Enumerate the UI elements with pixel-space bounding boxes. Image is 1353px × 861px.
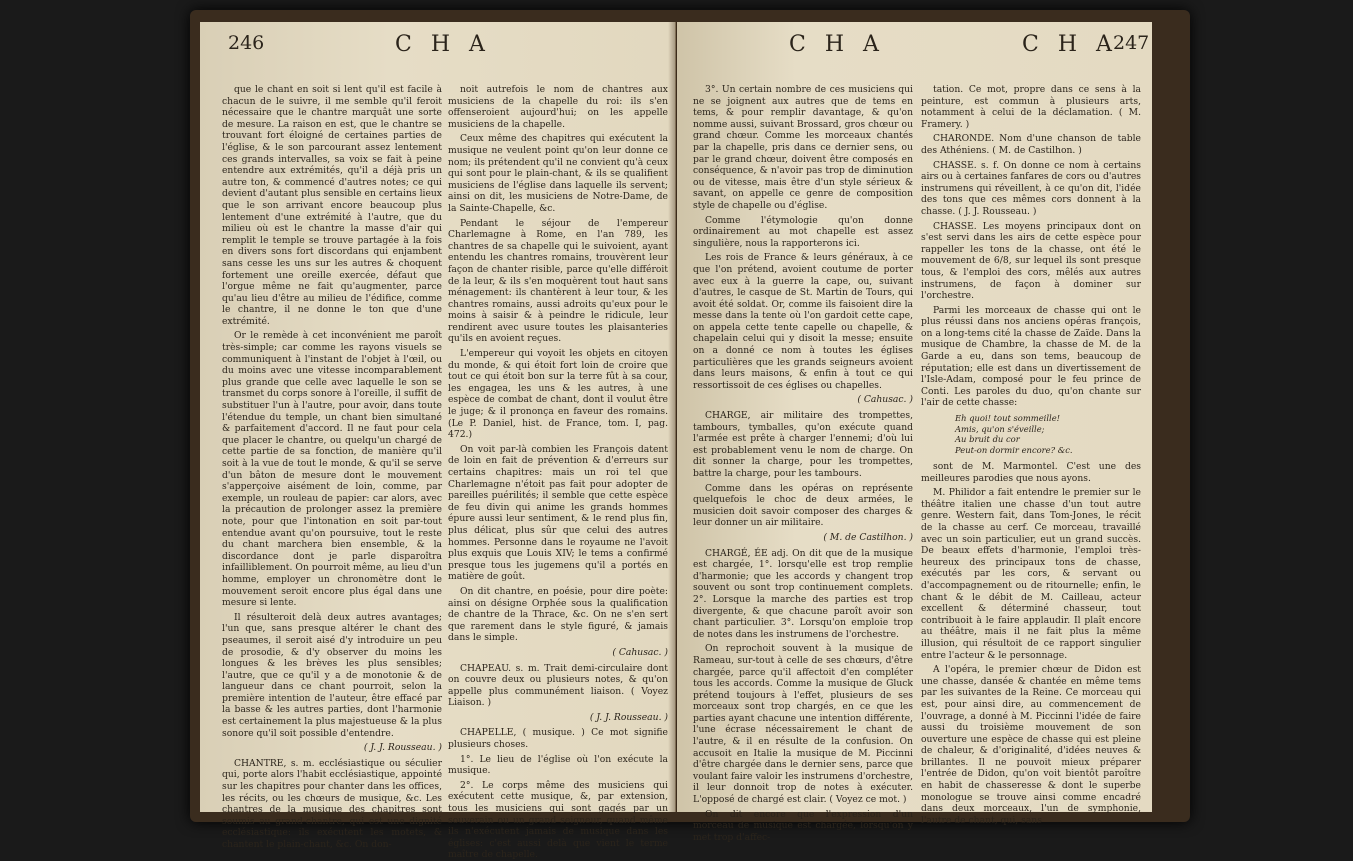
paragraph: que le chant en soit si lent qu'il est facile à chacun de le suivre, il me semble qu'il feroit nécessaire que le chantre marquât une sorte de mesure. La raison en est, que le chantre se trouvant fort éloigné de certaines parties de l'église, & le son parcourant assez lentement ces grands intervalles, sa voix se fait à peine entendre aux extrémités, qu'il a déjà pris un autre ton, & commencé d'autres notes; ce qui devient d'autant plus sensible en certains lieux que le son arrivant encore beaucoup plus lentement d'une extrémité à l'autre, que du milieu où est le chantre la masse d'air qui remplit le temple se trouve partagée à la fois en divers sons fort discordans qui enjambent sans cesse les uns sur les autres & choquent fortement une oreille exercée, défaut que l'orgue même ne fait qu'augmenter, parce qu'au lieu d'être au milieu de l'édifice, comme le chantre, il ne donne le ton que d'une extrémité.: [222, 84, 442, 327]
paragraph: sont de M. Marmontel. C'est une des meilleures parodies que nous ayons.: [921, 461, 1141, 484]
paragraph: 1°. Le lieu de l'église où l'on exécute la musique.: [448, 753, 668, 777]
paragraph: CHASSE. Les moyens principaux dont on s'est servi dans les airs de cette espèce pour rappeller les tons de la chasse, ont été le mouvement de 6/8, sur lequel ils sont presque tous, & l'emploi des cors, mêlés aux autres instrumens, de façon à dominer sur l'orchestre.: [921, 220, 1141, 302]
right-page: [677, 22, 1152, 843]
paragraph: Parmi les morceaux de chasse qui ont le plus réussi dans nos anciens opéras françois, on a long-tems cité la chasse de Zaïde. Dans la musique de Chambre, la chasse de M. de la Garde a eu, dans son tems, beaucoup de réputation; elle est dans un divertissement de l'Isle-Adam, composé pour le feu prince de Conti. Les paroles du duo, qu'on chante sur l'air de cette chasse:: [921, 304, 1141, 409]
paragraph: Comme dans les opéras on représente quelquefois le choc de deux armées, le musicien doit savoir composer des charges & leur donner un air militaire.: [693, 482, 913, 529]
paragraph: tation. Ce mot, propre dans ce sens à la peinture, est commun à plusieurs arts, notamment à celui de la déclamation. ( M. Framery. ): [921, 84, 1141, 130]
paragraph: Les rois de France & leurs généraux, à ce que l'on prétend, avoient coutume de porter avec eux à la guerre la cape, ou, suivant d'autres, le casque de St. Martin de Tours, qui avoit été soldat. Or, comme ils faisoient dire la messe dans la tente où l'on gardoit cette cape, on appela cette tente capelle ou chapelle, & chapelain celui qui y disoit la messe; ensuite on a donné ce nom à toutes les églises particulières que les grands seigneurs avoient dans leurs maisons, & enfin à tout ce qui ressortissoit de ces églises ou chapelles.: [693, 252, 913, 391]
entry-chapelle: CHAPELLE, ( musique. ) Ce mot signifie plusieurs choses.: [448, 727, 668, 751]
running-head: C H A: [395, 32, 491, 57]
paragraph: Il résulteroit delà deux autres avantages; l'un que, sans presque altérer le chant des pseaumes, il seroit aisé d'y introduire un peu de prosodie, & d'y observer du moins les longues & les brèves les plus sensibles; l'autre, que ce qu'il y a de monotonie & de langueur dans ce chant pourroit, selon la première intention de l'auteur, être effacé par la basse & les autres parties, dont l'harmonie est certainement la plus majestueuse & la plus sonore qu'il soit possible d'entendre.: [222, 611, 442, 739]
right-column-1: [693, 84, 913, 843]
poem-line: Peut-on dormir encore? &c.: [955, 444, 1073, 455]
paragraph: On reprochoit souvent à la musique de Rameau, sur-tout à celle de ses chœurs, d'être chargée, parce qu'il affectoit d'en compléter tous les accords. Comme la musique de Gluck prétend toujours à l'effet, plusieurs de ses morceaux sont trop chargés, en ce que les parties ayant chacune une intention différente, l'une écrase nécessairement le chant de l'autre, & il en résulte de la confusion. On accusoit en Italie la musique de M. Piccinni d'être chargée dans le dernier sens, parce que voulant faire valoir les instrumens d'orchestre, il leur donnoit trop de notes à exécuter. L'opposé de chargé est clair. ( Voyez ce mot. ): [693, 643, 913, 806]
running-head: C H A: [789, 32, 885, 57]
entry-charonde: CHARONDE. Nom d'une chanson de table des Athéniens. ( M. de Castilhon. ): [921, 133, 1141, 156]
citation: ( Cahusac. ): [612, 646, 668, 658]
paragraph: On dit encore que l'expression d'un morceau de musique est chargée, lorsqu'on y met trop d'affec-: [693, 808, 913, 843]
page-number: 246: [228, 32, 265, 54]
left-column-2: [448, 84, 668, 861]
citation: ( M. de Castilhon. ): [823, 531, 913, 543]
paragraph: 2°. Le corps même des musiciens qui exécutent cette musique, &, par extension, tous les musiciens qui sont gagés par un souverain ou un grand seigneur, quand même ils n'exécutent jamais de musique dans les églises: c'est aussi delà que vient le terme maître de chapelle.: [448, 779, 668, 861]
paragraph: Pendant le séjour de l'empereur Charlemagne à Rome, en l'an 789, les chantres de sa chapelle qui le suivoient, ayant entendu les chantres romains, trouvèrent leur façon de chanter risible, parce qu'elle différoit de la leur, & ils s'en moquèrent tout haut sans ménagement: ils chantèrent à leur tour, & les chantres romains, aussi adroits qu'eux pour le moins à saisir & à peindre le ridicule, leur rendirent avec usure toutes les plaisanteries qu'ils en avoient reçues.: [448, 217, 668, 345]
left-column-1: [222, 84, 442, 850]
paragraph: Or le remède à cet inconvénient me paroît très-simple; car comme les rayons visuels se communiquent à l'instant de l'objet à l'œil, ou du moins avec une vitesse incomparablement plus grande que celle avec laquelle le son se transmet du corps sonore à l'oreille, il suffit de substituer l'un à l'autre, pour avoir, dans toute l'étendue du temple, un chant bien simultané & parfaitement d'accord. Il ne faut pour cela que placer le chantre, ou quelqu'un chargé de cette partie de sa fonction, de manière qu'il soit à la vue de tout le monde, & qu'il se serve d'un bâton de mesure dont le mouvement s'apperçoive aisément de loin, comme, par exemple, un rouleau de papier: car alors, avec la précaution de prolonger assez la première note, pour que l'intonation en soit par-tout entendue avant qu'on poursuive, tout le reste du chant marchera bien ensemble, & la discordance dont je parle disparoîtra infailliblement. On pourroit même, au lieu d'un homme, employer un chronomètre dont le mouvement seroit encore plus égal dans une mesure si lente.: [222, 330, 442, 609]
paragraph: On dit chantre, en poésie, pour dire poète: ainsi on désigne Orphée sous la qualification de chantre de la Thrace, &c. On ne s'en sert que rarement dans le style figuré, & jamais dans le simple.: [448, 585, 668, 644]
paragraph: Comme l'étymologie qu'on donne ordinairement au mot chapelle est assez singulière, nous la rapporterons ici.: [693, 214, 913, 249]
entry-chasse: CHASSE. s. f. On donne ce nom à certains airs ou à certaines fanfares de cors ou d'autres instrumens qui réveillent, à ce qu'on dit, l'idée des tons que ces mêmes cors donnent à la chasse. ( J. J. Rousseau. ): [921, 159, 1141, 217]
poem-line: Au bruit du cor: [955, 434, 1020, 445]
paragraph: noit autrefois le nom de chantres aux musiciens de la chapelle du roi: ils s'en offenseroient aujourd'hui; on les appelle musiciens de la chapelle.: [448, 84, 668, 130]
entry-charge: CHARGE, air militaire des trompettes, tambours, tymballes, qu'on exécute quand l'armée est prête à charger l'ennemi; d'où lui est probablement venu le nom de charge. On dit sonner la charge, pour les trompettes, battre la charge, pour les tambours.: [693, 410, 913, 479]
paragraph: A l'opéra, le premier chœur de Didon est une chasse, dansée & chantée en même tems par les suivantes de la Reine. Ce morceau qui est, pour ainsi dire, au commencement de l'ouvrage, a donné à M. Piccinni l'idée de faire aussi du troisième mouvement de son ouverture une espèce de chasse qui est pleine de chaleur, & d'originalité, d'idées neuves & brillantes. Il ne pouvoit mieux préparer l'entrée de Didon, qu'on voit bientôt paroître en habit de chasseresse & dont le superbe monologue se trouve ainsi comme encadré dans deux morceaux, l'un de symphonie, l'autre de chant, qui, sans: [921, 664, 1141, 826]
right-column-2: [921, 84, 1141, 826]
entry-chapeau: CHAPEAU. s. m. Trait demi-circulaire dont on couvre deux ou plusieurs notes, & qu'on appelle plus communément liaison. ( Voyez Liaison. ): [448, 662, 668, 709]
page-number: 247: [1113, 32, 1150, 54]
citation: ( J. J. Rousseau. ): [589, 711, 668, 723]
entry-charge-adj: CHARGÉ, ÉE adj. On dit que de la musique est chargée, 1°. lorsqu'elle est trop remplie d'harmonie; que les accords y changent trop souvent ou sont trop continuement complets. 2°. Lorsque la marche des parties est trop divergente, & que chacune paroît avoir son chant particulier. 3°. Lorsqu'on emploie trop de notes dans les instrumens de l'orchestre.: [693, 547, 913, 640]
paragraph: M. Philidor a fait entendre le premier sur le théâtre italien une chasse d'un tout autre genre. Western fait, dans Tom-Jones, le récit de la chasse au cerf. Ce morceau, travaillé avec un soin particulier, eut un grand succès. De beaux effets d'harmonie, l'emploi très-heureux des principaux tons de chasse, exécutés par les cors, & servant ou d'accompagnement ou de ritournelle; enfin, le chant & le débit de M. Cailleau, acteur excellent & déterminé chasseur, tout contribuoit à le faire applaudir. Il plaît encore au théâtre, mais il ne fait plus la même illusion, qui résultoit de ce rapport singulier entre l'acteur & le personnage.: [921, 487, 1141, 661]
poem-block: [955, 413, 1141, 455]
citation: ( Cahusac. ): [857, 394, 913, 406]
paragraph: 3°. Un certain nombre de ces musiciens qui ne se joignent aux autres que de tems en tems, & pour remplir davantage, & qu'on nomme aussi, suivant Brossard, gros chœur ou grand chœur. Comme les morceaux chantés par la chapelle, pris dans ce dernier sens, ou par le grand chœur, doivent être composés en conséquence, & n'avoir pas trop de diminution ou de vitesse, mais être d'un style sérieux & savant, on appelle ce genre de composition style de chapelle ou d'église.: [693, 84, 913, 211]
entry-chantre: CHANTRE, s. m. ecclésiastique ou séculier qui, porte alors l'habit ecclésiastique, appointé sur les chapitres pour chanter dans les offices, les récits, ou les chœurs de musique, &c. Les chantres de la musique des chapitres sont soumis au grand-chantre, qui est une dignité ecclésiastique: ils exécutent les motets, & chantent le plain-chant, &c. On don-: [222, 757, 442, 850]
poem-line: Amis, qu'on s'éveille;: [955, 423, 1045, 434]
running-head: C H A: [1022, 32, 1118, 57]
paragraph: Ceux même des chapitres qui exécutent la musique ne veulent point qu'on leur donne ce nom; ils prétendent qu'il ne convient qu'à ceux qui sont pour le plain-chant, & ils se qualifient musiciens de l'église dans laquelle ils servent; ainsi on dit, les musiciens de Notre-Dame, de la Sainte-Chapelle, &c.: [448, 133, 668, 214]
poem-line: Eh quoi! tout sommeille!: [955, 413, 1061, 424]
citation: ( J. J. Rousseau. ): [363, 742, 442, 754]
paragraph: L'empereur qui voyoit les objets en citoyen du monde, & qui étoit fort loin de croire que tout ce qui étoit bon sur la terre fût à sa cour, les engagea, les uns & les autres, à une espèce de combat de chant, dont il voulut être le juge; & il prononça en faveur des romains. (Le P. Daniel, hist. de France, tom. I, pag. 472.): [448, 348, 668, 441]
left-page: [200, 22, 676, 861]
paragraph: On voit par-là combien les François datent de loin en fait de prévention & d'erreurs sur certains chapitres: mais un roi tel que Charlemagne n'étoit pas fait pour adopter de pareilles puérilités; il semble que cette espèce de feu divin qui anime les grands hommes épure aussi leur sentiment, & le rend plus fin, plus délicat, plus sûr que celui des autres hommes. Personne dans le royaume ne l'avoit plus exquis que Louis XIV; le tems a confirmé presque tous les jugemens qu'il a portés en matière de goût.: [448, 443, 668, 583]
